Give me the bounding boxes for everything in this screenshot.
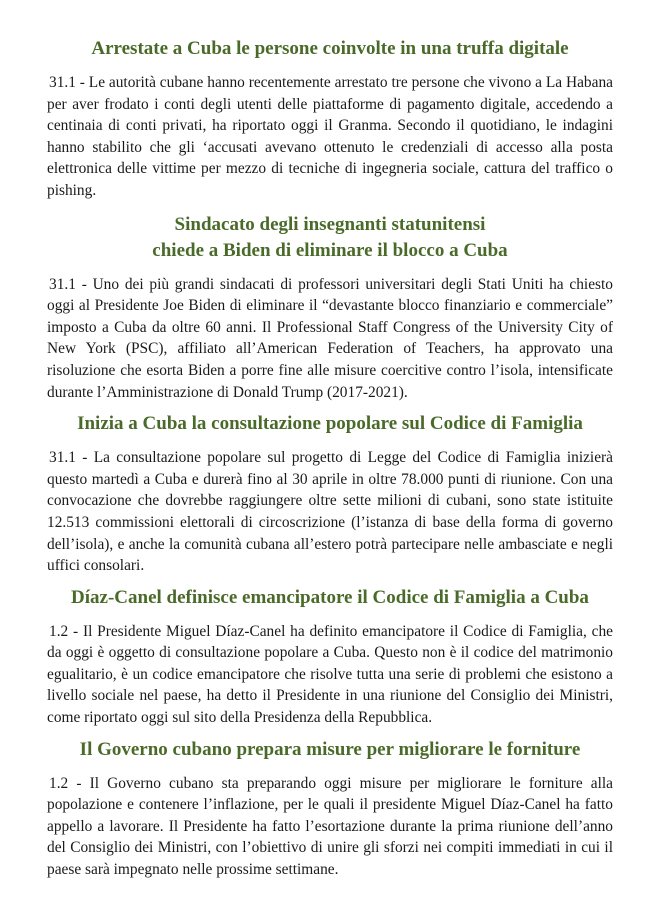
article-headline	[47, 585, 613, 611]
article-government-supplies	[47, 737, 613, 881]
headline-line: Inizia a Cuba la consultazione popolare sul Codice di Famiglia	[77, 413, 583, 435]
headline-line: Arrestate a Cuba le persone coinvolte in una truffa digitale	[91, 38, 569, 59]
article-body: 31.1 - Le autorità cubane hanno recentemente arrestato tre persone che vivono a La Habana per aver frodato i conti degli utenti delle piattaforme di pagamento digitale, accedendo a centinaia di conti privati, ha riportato oggi il Granma. Secondo il quotidiano, le indagini hanno stabilito che gli ‘accusati avevano ottenuto le credenziali di accesso alla posta elettronica delle vittime per mezzo di tecniche di ingegneria sociale, cattura del traffico o pishing.	[47, 74, 613, 199]
headline-line: Il Governo cubano prepara misure per migliorare le forniture	[79, 738, 581, 760]
article-diaz-canel-family-code	[47, 585, 613, 729]
article-body: 1.2 - Il Presidente Miguel Díaz-Canel ha definito emancipatore il Codice di Famiglia, che da oggi è oggetto di consultazione popolare a Cuba. Questo non è il codice del matrimonio egualitario, è un codice emancipatore che risolve tutta una serie di problemi che esistono a livello sociale nel paese, ha detto il Presidente in una riunione del Consiglio dei Ministri, come riportato oggi sul sito della Presidenza della Repubblica.	[47, 622, 613, 727]
article-teachers-union-biden	[47, 212, 613, 404]
article-cuba-digital-fraud	[47, 36, 613, 202]
headline-line: Díaz-Canel definisce emancipatore il Codice di Famiglia a Cuba	[71, 586, 589, 608]
article-headline	[47, 737, 613, 763]
headline-line: Sindacato degli insegnanti statunitensi	[174, 213, 486, 235]
article-headline	[47, 212, 613, 264]
article-body: 1.2 - Il Governo cubano sta preparando oggi misure per migliorare le forniture alla popolazione e contenere l’inflazione, per le quali il presidente Miguel Díaz-Canel ha fatto appello a lavorare. Il Presidente ha fatto l’esortazione durante la prima riunione dell’anno del Consiglio dei Ministri, con l’obiettivo di unire gli sforzi nei compiti immediati in cui il paese sarà impegnato nelle prossime settimane.	[47, 774, 613, 879]
headline-line: chiede a Biden di eliminare il blocco a Cuba	[152, 239, 508, 261]
article-headline	[47, 36, 613, 62]
article-body: 31.1 - Uno dei più grandi sindacati di professori universitari degli Stati Uniti ha chiesto oggi al Presidente Joe Biden di eliminare il “devastante blocco finanziario e commerciale” imposto a Cuba da oltre 60 anni. Il Professional Staff Congress of the University City of New York (PSC), affiliato all’American Federation of Teachers, ha approvato una risoluzione che esorta Biden a porre fine alle misure coercitive contro l’isola, intensificate durante l’Amministrazione di Donald Trump (2017-2021).	[47, 275, 613, 401]
article-headline	[47, 411, 613, 437]
article-body: 31.1 - La consultazione popolare sul progetto di Legge del Codice di Famiglia inizierà questo martedì a Cuba e durerà fino al 30 aprile in oltre 78.000 punti di riunione. Con una convocazione che dovrebbe raggiungere oltre sette milioni di cubani, sono state istituite 12.513 commissioni elettorali di circoscrizione (l’istanza di base della forma di governo dell’isola), e anche la comunità cubana all’estero potrà partecipare nelle ambasciate e negli uffici consolari.	[47, 449, 613, 575]
article-family-code-consultation	[47, 411, 613, 577]
